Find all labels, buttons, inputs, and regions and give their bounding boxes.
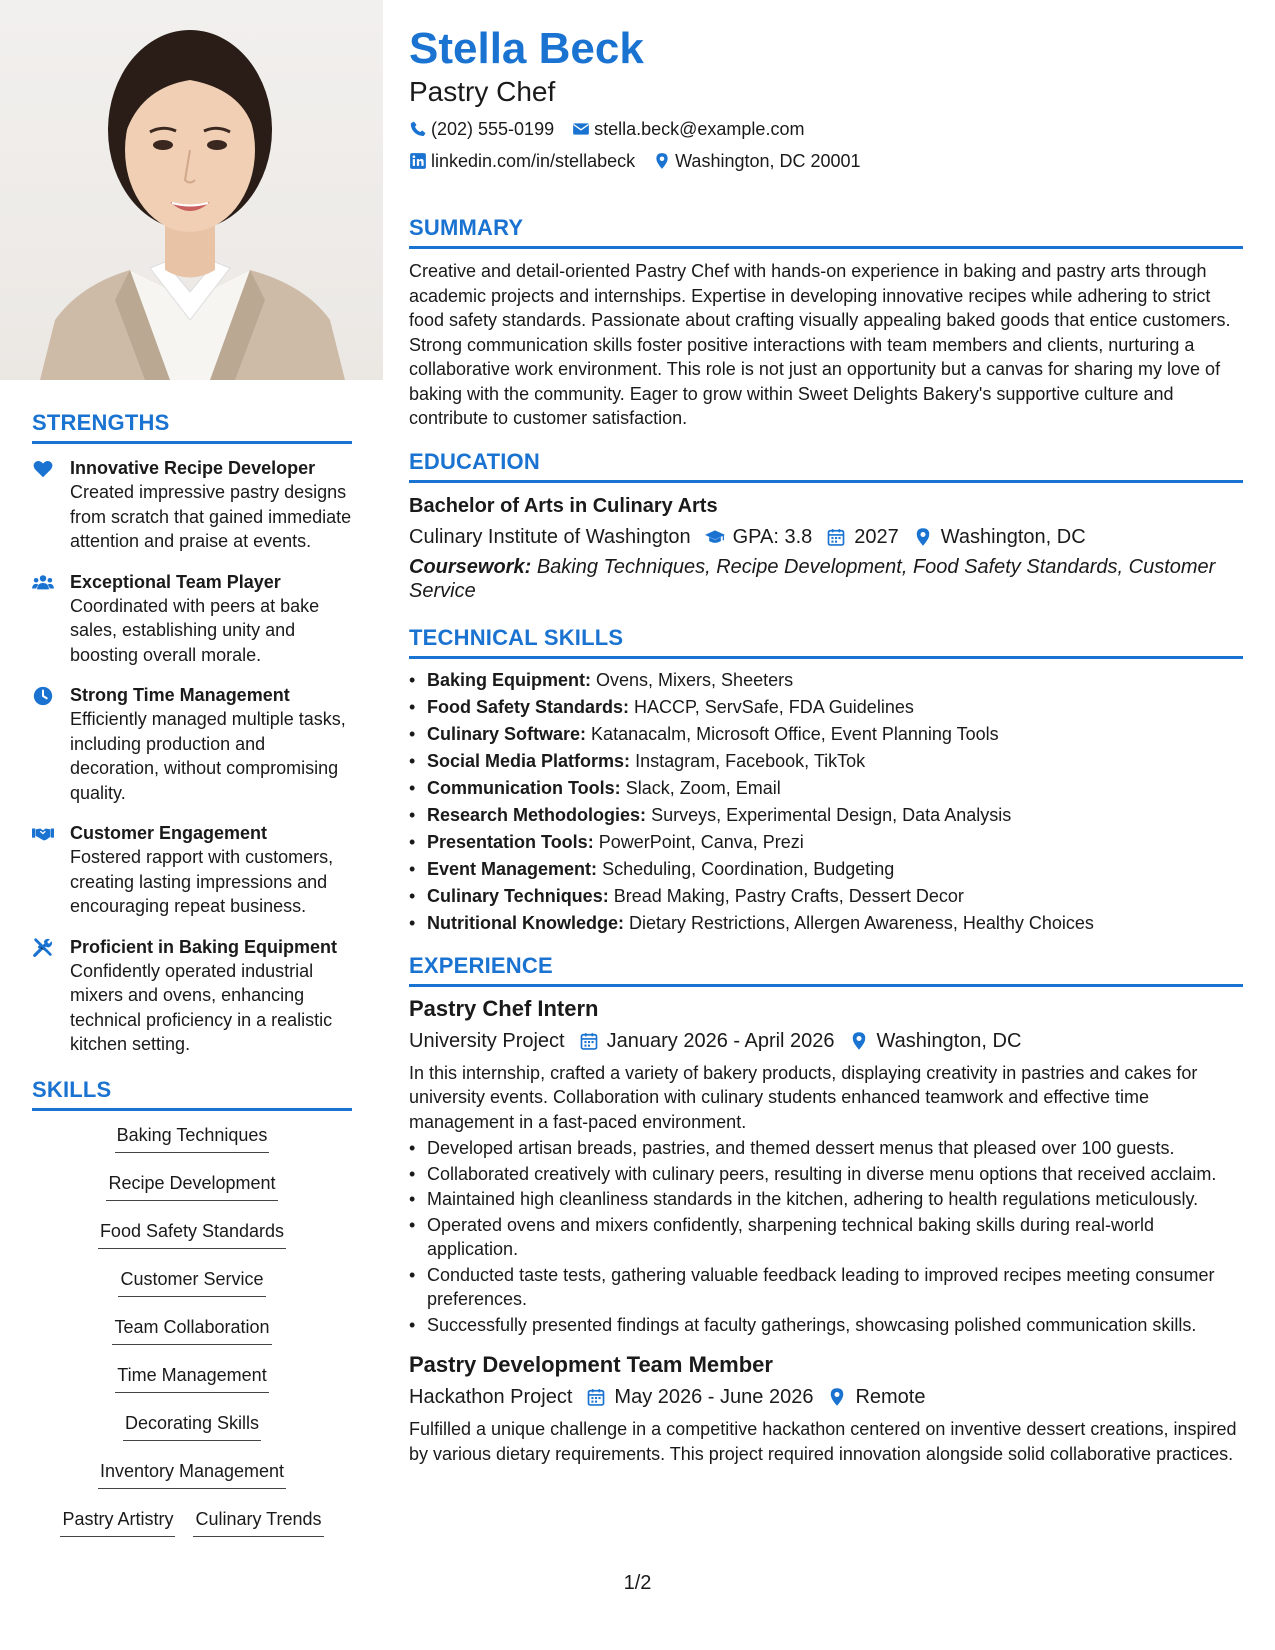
school-name: Culinary Institute of Washington — [409, 525, 691, 548]
strength-item — [32, 821, 352, 919]
list-item: • Operated ovens and mixers confidently, sharpening technical baking skills during real-world application. — [409, 1213, 1243, 1262]
linkedin-icon — [409, 152, 427, 170]
technical-skills-title: TECHNICAL SKILLS — [409, 625, 1243, 659]
skill-chip: Inventory Management — [98, 1459, 286, 1489]
skill-chip: Recipe Development — [106, 1171, 277, 1201]
skill-chip: Team Collaboration — [112, 1315, 271, 1345]
summary-title: SUMMARY — [409, 215, 1243, 249]
job-entry — [409, 995, 1243, 1338]
list-item: • Successfully presented findings at faculty gatherings, showcasing polished communication skills. — [409, 1313, 1243, 1338]
linkedin-text: linkedin.com/in/stellabeck — [431, 151, 636, 171]
experience-title: EXPERIENCE — [409, 953, 1243, 987]
skills-list — [32, 1123, 352, 1555]
clock-icon — [32, 683, 70, 805]
job-meta — [409, 1383, 1243, 1411]
skill-chip: Baking Techniques — [115, 1123, 270, 1153]
map-pin-icon — [913, 527, 933, 547]
contact-row-2 — [409, 149, 1243, 173]
candidate-name: Stella Beck — [409, 24, 644, 73]
list-item: • Event Management: Scheduling, Coordination, Budgeting — [409, 856, 1243, 883]
strength-desc: Confidently operated industrial mixers and ovens, enhancing technical proficiency in a realistic kitchen setting. — [70, 960, 333, 1054]
strength-title: Innovative Recipe Developer — [70, 458, 316, 478]
technical-skills-list — [409, 667, 1243, 937]
calendar-icon — [826, 527, 846, 547]
strength-title: Exceptional Team Player — [70, 571, 281, 592]
calendar-icon — [579, 1031, 599, 1051]
skill-chip: Customer Service — [118, 1267, 265, 1297]
skill-chip: Food Safety Standards — [98, 1219, 286, 1249]
summary-section — [409, 215, 1243, 431]
strength-item — [32, 570, 352, 668]
strength-title: Strong Time Management — [70, 685, 290, 705]
job-description: Fulfilled a unique challenge in a competitive hackathon centered on inventive dessert creations, inspired by various dietary requirements. This project required innovation alongside solid collaborative practices. — [409, 1419, 1237, 1464]
strengths-title: STRENGTHS — [32, 410, 352, 444]
job-bullets — [409, 1136, 1243, 1337]
job-dates: January 2026 - April 2026 — [579, 1027, 835, 1055]
technical-skills-section — [409, 625, 1243, 937]
handshake-icon — [32, 821, 70, 919]
job-dates: May 2026 - June 2026 — [586, 1383, 813, 1411]
skills-title: SKILLS — [32, 1077, 352, 1111]
job-description: In this internship, crafted a variety of bakery products, displaying creativity in pastries and cakes for university events. Collaboration with culinary students enhanced teamwork and effective time management in a fast-paced environment. — [409, 1062, 1198, 1132]
job-org: University Project — [409, 1029, 565, 1052]
list-item: • Culinary Software: Katanacalm, Microsoft Office, Event Planning Tools — [409, 721, 1243, 748]
job-location: Washington, DC — [849, 1027, 1022, 1055]
strength-desc: Efficiently managed multiple tasks, including production and decoration, without compromising quality. — [70, 709, 346, 803]
list-item: • Maintained high cleanliness standards in the kitchen, adhering to health regulations meticulously. — [409, 1187, 1243, 1212]
education-section — [409, 449, 1243, 603]
heart-icon — [32, 456, 70, 554]
skill-chip: Pastry Artistry — [60, 1507, 175, 1537]
map-pin-icon — [849, 1031, 869, 1051]
map-pin-icon — [653, 152, 671, 170]
strength-item — [32, 456, 352, 554]
list-item: • Baking Equipment: Ovens, Mixers, Sheeters — [409, 667, 1243, 694]
list-item: • Communication Tools: Slack, Zoom, Email — [409, 775, 1243, 802]
summary-text: Creative and detail-oriented Pastry Chef with hands-on experience in baking and pastry arts through academic projects and internships. Expertise in developing innovative recipes while adhering to strict food safety standards. Passionate about crafting visually appealing baked goods that entice customers. Strong communication skills foster positive interactions with team members and clients, nurturing a collaborative work environment. This role is not just an opportunity but a canvas for sharing my love of baking with the community. Eager to grow within Sweet Delights Bakery's supportive culture and contribute to customer satisfaction. — [409, 261, 1231, 428]
strength-title: Proficient in Baking Equipment — [70, 936, 338, 957]
candidate-role: Pastry Chef — [409, 76, 556, 107]
graduation-cap-icon — [705, 527, 725, 547]
left-column — [0, 0, 383, 1650]
job-meta — [409, 1027, 1243, 1055]
right-column — [409, 0, 1243, 1466]
job-title: Pastry Development Team Member — [409, 1352, 773, 1377]
envelope-icon — [572, 120, 590, 138]
portrait-illustration — [0, 0, 383, 380]
list-item: • Nutritional Knowledge: Dietary Restrictions, Allergen Awareness, Healthy Choices — [409, 910, 1243, 937]
list-item: • Culinary Techniques: Bread Making, Pastry Crafts, Dessert Decor — [409, 883, 1243, 910]
email-text: stella.beck@example.com — [594, 119, 805, 139]
strength-desc: Created impressive pastry designs from scratch that gained immediate attention and praise at events. — [70, 482, 352, 551]
skill-chip: Time Management — [115, 1363, 268, 1393]
skill-chip: Decorating Skills — [123, 1411, 261, 1441]
profile-photo — [0, 0, 383, 380]
list-item: • Social Media Platforms: Instagram, Facebook, TikTok — [409, 748, 1243, 775]
strength-desc: Coordinated with peers at bake sales, establishing unity and boosting overall morale. — [70, 595, 320, 665]
list-item: • Presentation Tools: PowerPoint, Canva, Prezi — [409, 829, 1243, 856]
job-entry — [409, 1351, 1243, 1466]
list-item: • Developed artisan breads, pastries, and themed dessert menus that pleased over 100 guests. — [409, 1136, 1243, 1161]
map-pin-icon — [827, 1387, 847, 1407]
education-meta — [409, 523, 1243, 551]
strength-item — [32, 683, 352, 805]
education-title: EDUCATION — [409, 449, 1243, 483]
strength-desc: Fostered rapport with customers, creating lasting impressions and encouraging repeat business. — [70, 847, 334, 916]
phone-icon — [409, 120, 427, 138]
coursework: Coursework: Baking Techniques, Recipe Development, Food Safety Standards, Customer Service — [409, 555, 1216, 602]
strengths-list — [32, 456, 352, 1057]
strength-item — [32, 935, 352, 1057]
linkedin-contact[interactable] — [409, 149, 635, 173]
year-item: 2027 — [826, 523, 899, 551]
list-item: • Food Safety Standards: HACCP, ServSafe, FDA Guidelines — [409, 694, 1243, 721]
location-text: Washington, DC 20001 — [675, 151, 861, 171]
strength-title: Customer Engagement — [70, 823, 268, 843]
users-icon — [32, 570, 70, 668]
phone-contact[interactable] — [409, 117, 554, 141]
job-title: Pastry Chef Intern — [409, 995, 599, 1021]
list-item: • Conducted taste tests, gathering valuable feedback leading to improved recipes meeting consumer preferences. — [409, 1263, 1243, 1312]
gpa-item: GPA: 3.8 — [705, 523, 813, 551]
phone-text: (202) 555-0199 — [431, 119, 555, 139]
job-location: Remote — [827, 1383, 925, 1411]
edu-location-item: Washington, DC — [913, 523, 1086, 551]
calendar-icon — [586, 1387, 606, 1407]
location-contact — [653, 149, 860, 173]
job-org: Hackathon Project — [409, 1386, 573, 1408]
contact-row-1 — [409, 117, 1243, 141]
page-number: 1/2 — [623, 1572, 652, 1594]
degree-title: Bachelor of Arts in Culinary Arts — [409, 494, 718, 517]
list-item: • Research Methodologies: Surveys, Experimental Design, Data Analysis — [409, 802, 1243, 829]
experience-section — [409, 953, 1243, 1467]
skill-chip: Culinary Trends — [193, 1507, 323, 1537]
email-contact[interactable] — [572, 117, 804, 141]
list-item: • Collaborated creatively with culinary peers, resulting in diverse menu options that received acclaim. — [409, 1162, 1243, 1187]
tools-icon — [32, 935, 70, 1057]
